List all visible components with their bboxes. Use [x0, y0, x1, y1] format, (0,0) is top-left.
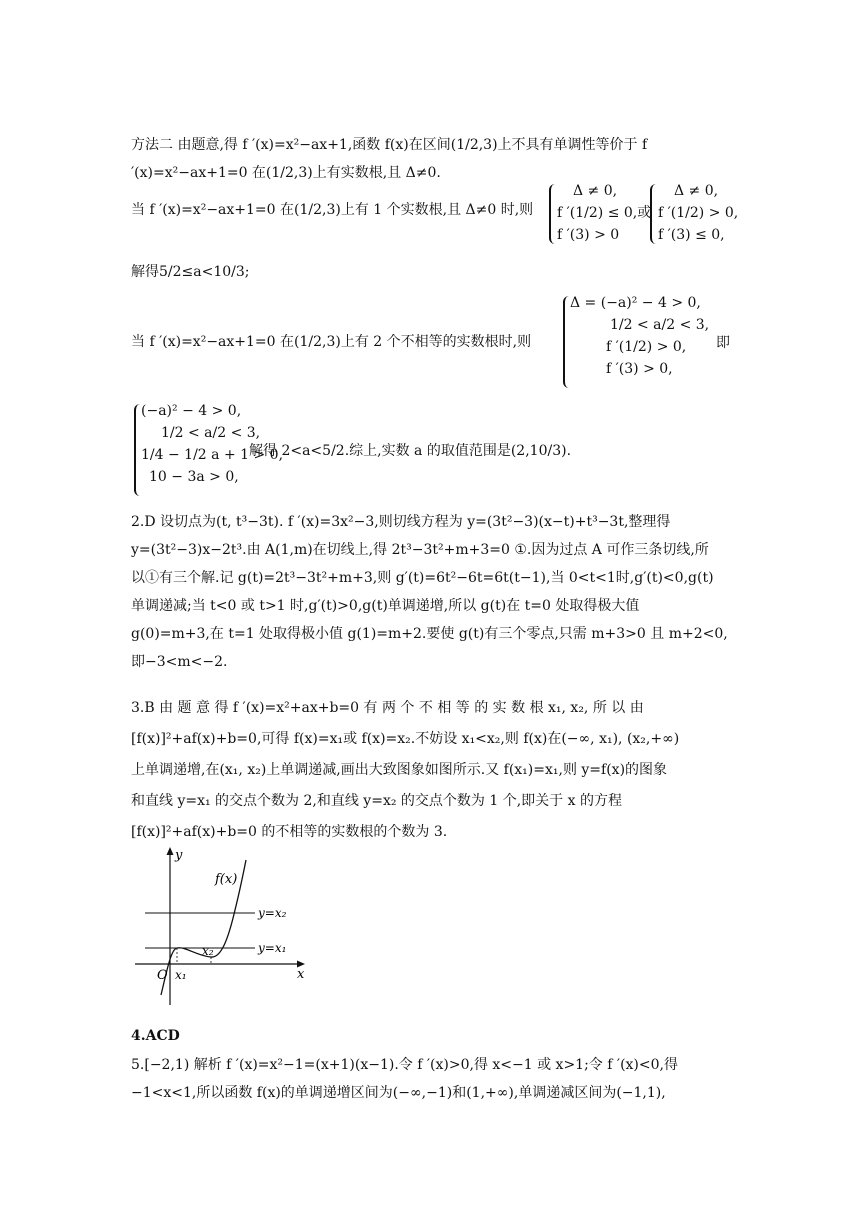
y-axis-arrow-icon	[167, 847, 174, 855]
line-x1-label: y=x₁	[258, 941, 287, 955]
function-graph-figure	[125, 845, 315, 1010]
x2-label: x₂	[202, 944, 214, 958]
curve-label: f(x)	[215, 872, 238, 887]
method2-line-1: 方法二 由题意,得 f ′(x)=x²−ax+1,函数 f(x)在区间(1/2,3)上不具有单调性等价于 f	[131, 137, 648, 153]
system-c-row: f ′(1/2) > 0,	[606, 339, 687, 355]
system-brace	[549, 184, 557, 244]
origin-label: O	[157, 968, 168, 983]
system-c-row: 1/2 < a/2 < 3,	[610, 317, 710, 333]
x1-label: x₁	[175, 968, 187, 982]
q2-line: 以①有三个解.记 g(t)=2t³−3t²+m+3,则 g′(t)=6t²−6t=6t(t−1),当 0<t<1时,g′(t)<0,g(t)	[131, 570, 714, 586]
q2-line: 即−3<m<−2.	[131, 654, 228, 670]
q3-line: [f(x)]²+af(x)+b=0 的不相等的实数根的个数为 3.	[131, 824, 448, 840]
method2-line-2: ′(x)=x²−ax+1=0 在(1/2,3)上有实数根,且 Δ≠0.	[131, 165, 441, 181]
system-b-row: f ′(1/2) > 0,	[658, 205, 739, 221]
system-d-row: 1/2 < a/2 < 3,	[161, 425, 261, 441]
q3-line: 上单调递增,在(x₁, x₂)上单调递减,画出大致图象如图所示.又 f(x₁)=x₁,则 y=f(x)的图象	[131, 762, 668, 778]
x-axis-label: x	[297, 967, 305, 982]
y-axis-label: y	[175, 848, 183, 863]
q2-line: 2.D 设切点为(t, t³−3t). f ′(x)=3x²−3,则切线方程为 y=(3t²−3)(x−t)+t³−3t,整理得	[131, 514, 671, 530]
system-b-row: f ′(3) ≤ 0,	[658, 227, 725, 243]
q2-line: 单调递减;当 t<0 或 t>1 时,g′(t)>0,g(t)单调递增,所以 g(t)在 t=0 处取得极大值	[131, 598, 640, 614]
system-a-row: f ′(1/2) ≤ 0,或	[557, 205, 652, 221]
system-a-row: f ′(3) > 0	[557, 227, 620, 243]
system-b-row: Δ ≠ 0,	[674, 183, 719, 199]
system-c-row: Δ = (−a)² − 4 > 0,	[570, 295, 701, 311]
q3-line: [f(x)]²+af(x)+b=0,可得 f(x)=x₁或 f(x)=x₂.不妨设 x₁<x₂,则 f(x)在(−∞, x₁), (x₂,+∞)	[131, 731, 680, 747]
system-d-row: 1/4 − 1/2 a + 1 > 0,	[141, 447, 284, 463]
system-a-row: Δ ≠ 0,	[573, 183, 618, 199]
q5-line: −1<x<1,所以函数 f(x)的单调递增区间为(−∞,−1)和(1,+∞),单调递减区间为(−1,1),	[131, 1085, 666, 1101]
system-d-row: 10 − 3a > 0,	[149, 469, 239, 485]
q2-line: y=(3t²−3)x−2t³.由 A(1,m)在切线上,得 2t³−3t²+m+3=0 ①.因为过点 A 可作三条切线,所	[131, 542, 709, 558]
q3-line: 和直线 y=x₁ 的交点个数为 2,和直线 y=x₂ 的交点个数为 1 个,即关于 x 的方程	[131, 793, 622, 809]
method2-line-5: 当 f ′(x)=x²−ax+1=0 在(1/2,3)上有 2 个不相等的实数根时,则	[131, 334, 532, 350]
method2-line-3: 当 f ′(x)=x²−ax+1=0 在(1/2,3)上有 1 个实数根,且 Δ≠0 时,则	[131, 202, 534, 218]
system-b	[658, 180, 738, 246]
system-brace	[650, 184, 658, 244]
q3-line: 3.B 由 题 意 得 f ′(x)=x²+ax+b=0 有 两 个 不 相 等 的 实 数 根 x₁, x₂, 所 以 由	[131, 700, 644, 716]
method2-line-6: 解得 2<a<5/2.综上,实数 a 的取值范围是(2,10/3).	[249, 443, 572, 459]
system-c-row: f ′(3) > 0,	[606, 361, 673, 377]
q4-answer: 4.ACD	[131, 1028, 180, 1044]
system-c	[570, 292, 709, 380]
q5-line: 5.[−2,1) 解析 f ′(x)=x²−1=(x+1)(x−1).令 f ′(x)>0,得 x<−1 或 x>1;令 f ′(x)<0,得	[131, 1057, 678, 1073]
method2-line-4: 解得5/2≤a<10/3;	[131, 264, 250, 280]
system-d-row: (−a)² − 4 > 0,	[141, 403, 242, 419]
q2-line: g(0)=m+3,在 t=1 处取得极小值 g(1)=m+2.要使 g(t)有三个零点,只需 m+3>0 且 m+2<0,	[131, 626, 728, 642]
ji-word: 即	[716, 335, 730, 351]
system-a	[557, 180, 651, 246]
line-x2-label: y=x₂	[258, 906, 287, 920]
